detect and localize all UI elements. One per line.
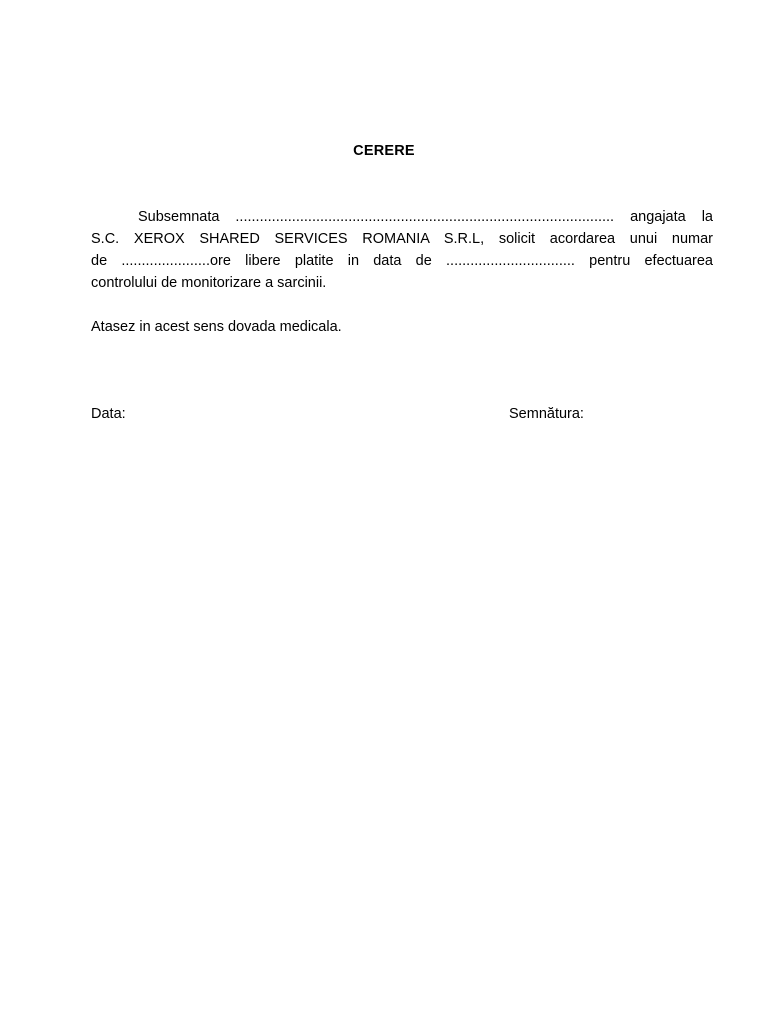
attachment-statement: Atasez in acest sens dovada medicala. — [91, 319, 342, 335]
signature-label: Semnătura: — [509, 406, 584, 422]
date-label: Data: — [91, 406, 126, 422]
document-title: CERERE — [353, 143, 415, 159]
paragraph-line: S.C. XEROX SHARED SERVICES ROMANIA S.R.L, solicit acordarea unui numar — [91, 231, 713, 247]
paragraph-line: de ......................ore libere platite in data de ................................ pentru efectuarea — [91, 253, 713, 269]
paragraph-line: controlului de monitorizare a sarcinii. — [91, 275, 327, 291]
paragraph-line: Subsemnata .............................................................................................. angajata la — [138, 209, 713, 225]
